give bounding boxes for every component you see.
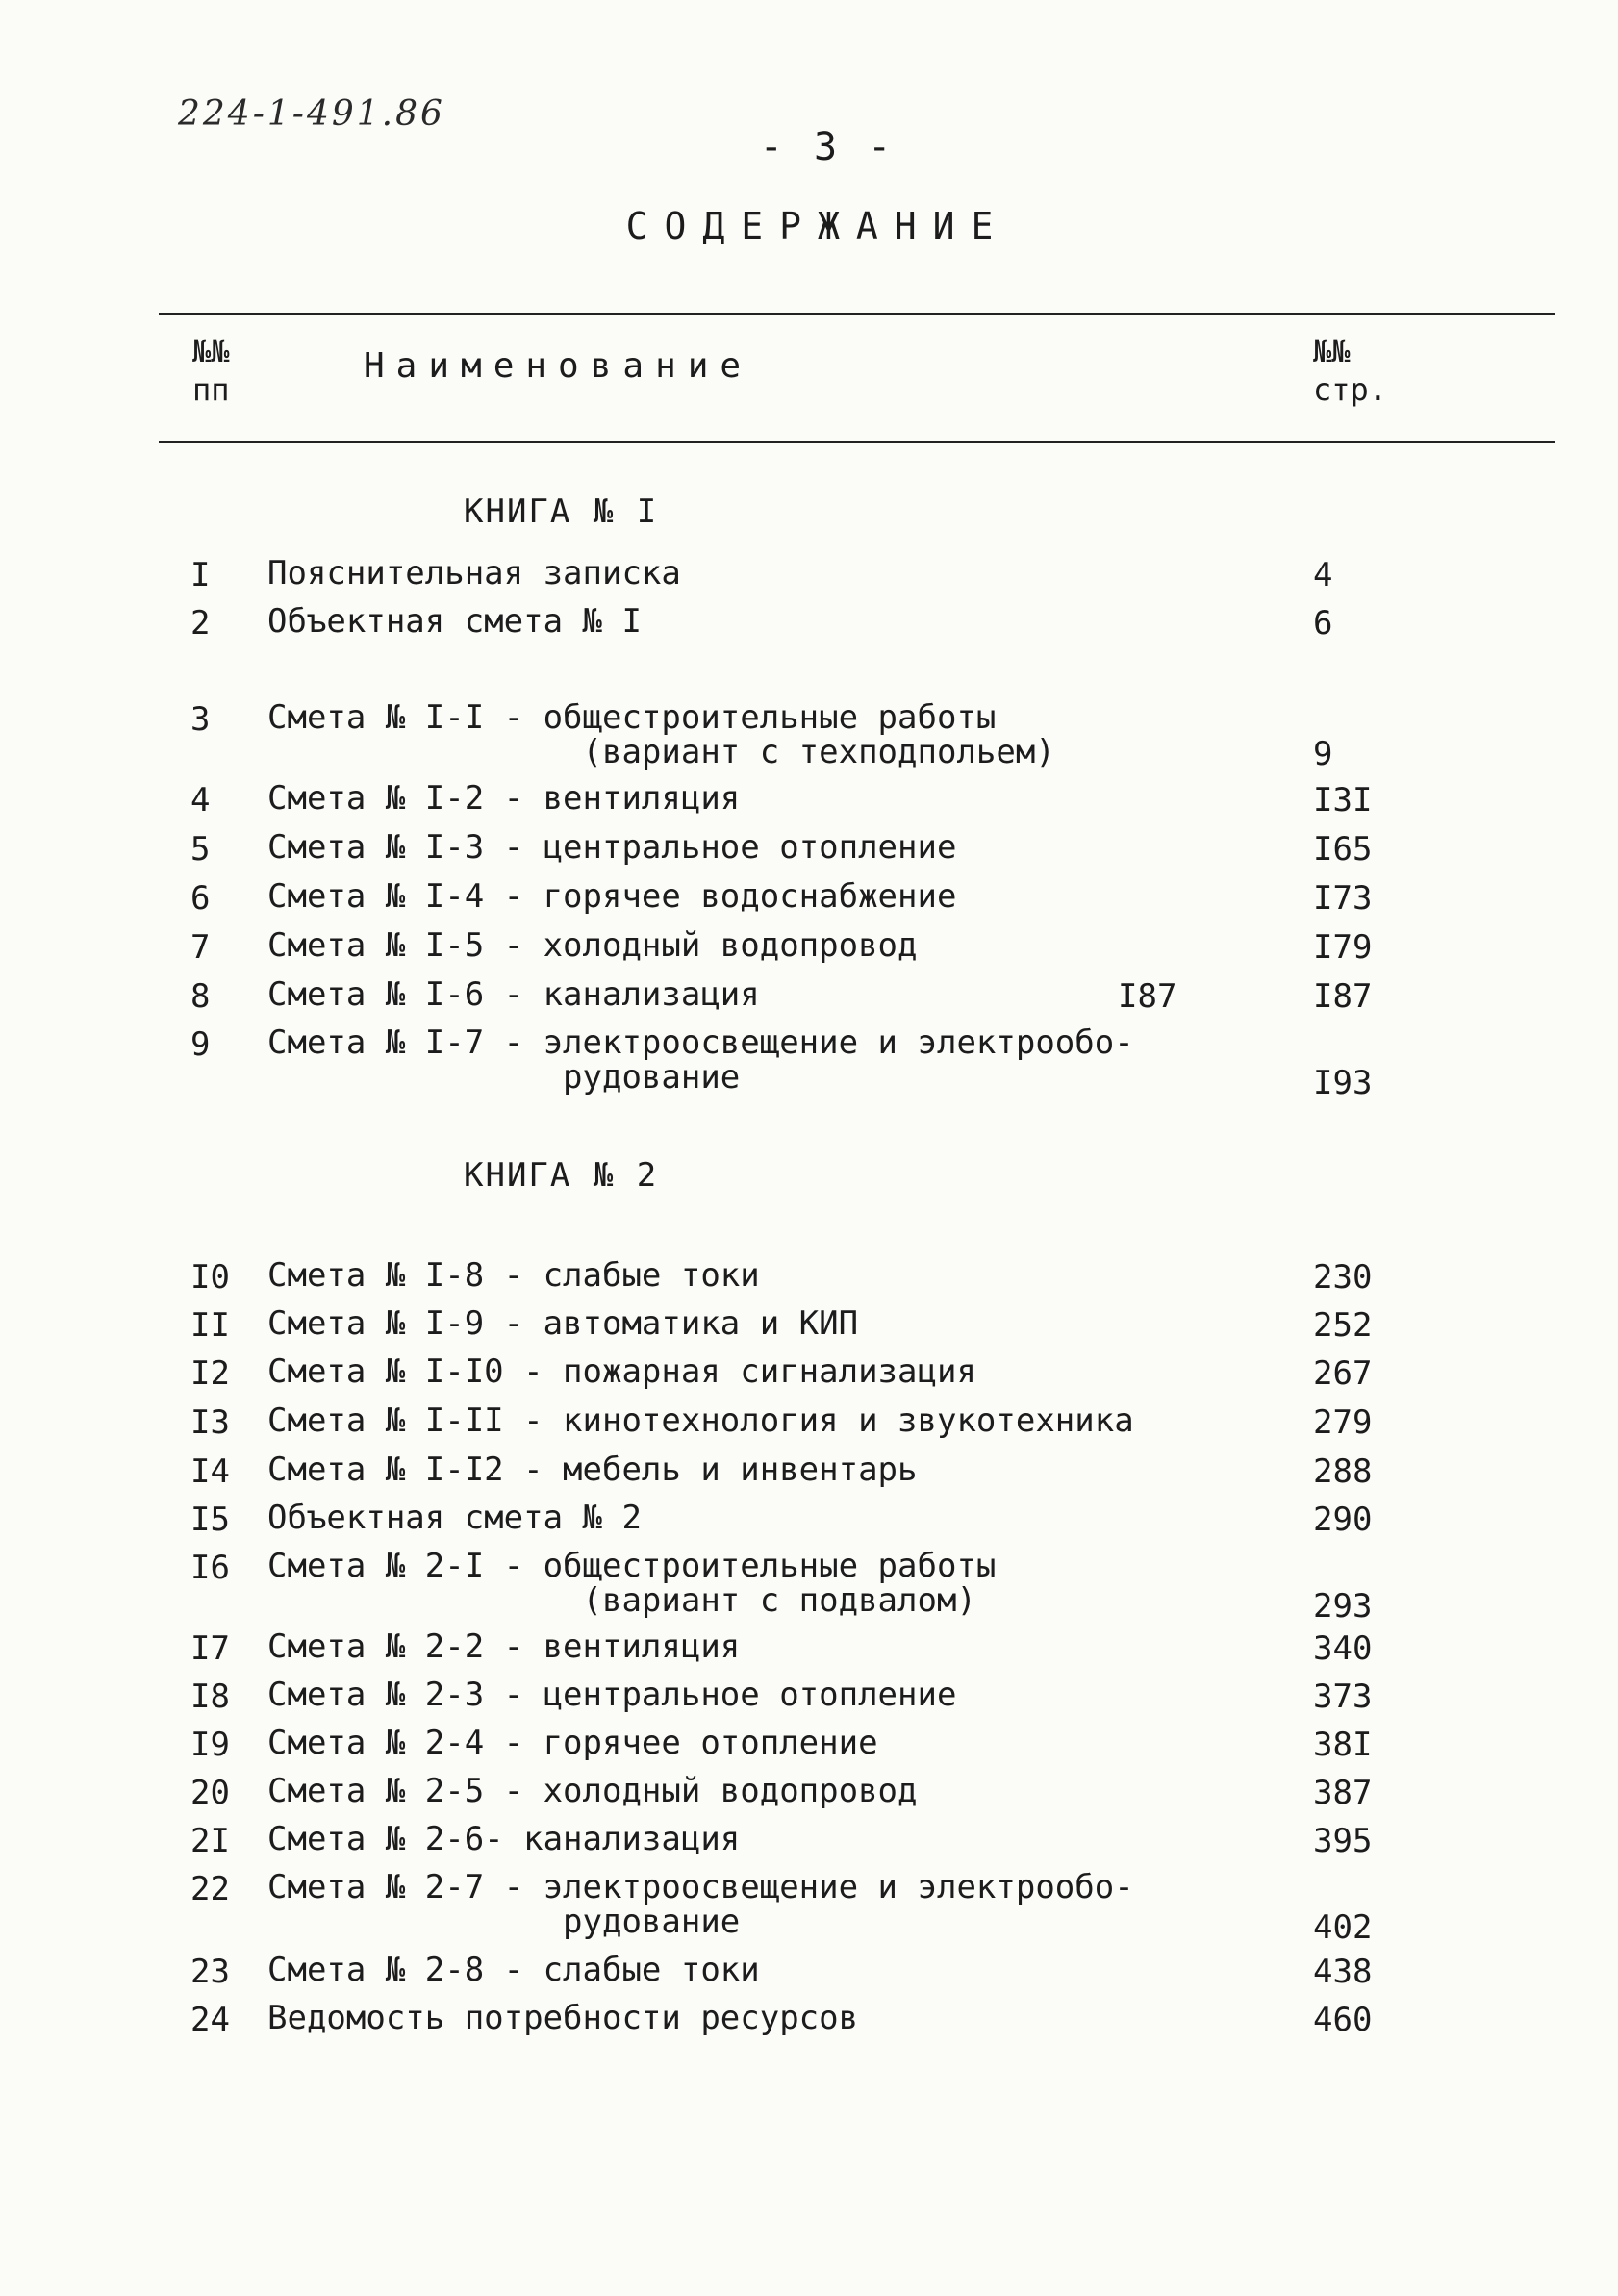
row-name: Смета № 2-6- канализация [267, 1820, 741, 1858]
row-number: I7 [190, 1629, 230, 1668]
row-number: 2I [190, 1822, 230, 1860]
row-page: 230 [1313, 1258, 1373, 1297]
row-number: 4 [190, 781, 211, 820]
row-number: I0 [190, 1258, 230, 1297]
row-name: Смета № I-7 - электроосвещение и электрообо- рудование [267, 1023, 1134, 1097]
row-page: I73 [1313, 879, 1373, 918]
row-number: 9 [190, 1025, 211, 1064]
row-page: 395 [1313, 1822, 1373, 1860]
page-number: - 3 - [759, 125, 896, 169]
row-name: Смета № I-2 - вентиляция [267, 779, 741, 818]
row-page: 267 [1313, 1354, 1373, 1393]
row-name: Смета № 2-3 - центральное отопление [267, 1676, 957, 1714]
row-number: I6 [190, 1549, 230, 1587]
row-page: 387 [1313, 1774, 1373, 1812]
row-number: 2 [190, 604, 211, 643]
row-name: Ведомость потребности ресурсов [267, 1999, 859, 2037]
row-number: 8 [190, 977, 211, 1016]
header-rule-top [159, 313, 1555, 315]
row-page: 373 [1313, 1678, 1373, 1716]
row-page: I3I [1313, 781, 1373, 820]
header-num-col: №№ пп [192, 333, 230, 408]
row-name: Смета № I-I0 - пожарная сигнализация [267, 1352, 976, 1391]
row-number: 20 [190, 1774, 230, 1812]
row-number: 5 [190, 830, 211, 869]
row-name: Смета № 2-8 - слабые токи [267, 1951, 760, 1989]
row-page: 9 [1313, 735, 1333, 773]
row-page: 402 [1313, 1908, 1373, 1947]
row-name: Смета № 2-4 - горячее отопление [267, 1724, 878, 1762]
row-name: Смета № 2-7 - электроосвещение и электрообо- рудование [267, 1868, 1134, 1941]
row-page: 279 [1313, 1403, 1373, 1442]
row-page: 290 [1313, 1501, 1373, 1539]
row-name: Смета № I-9 - автоматика и КИП [267, 1304, 859, 1343]
row-number: I8 [190, 1678, 230, 1716]
row-name: Объектная смета № I [267, 602, 642, 641]
row-page: 4 [1313, 556, 1333, 594]
row-number: I5 [190, 1501, 230, 1539]
row-number: I [190, 556, 211, 594]
row-name: Смета № 2-I - общестроительные работы (вариант с подвалом) [267, 1547, 997, 1620]
row-page: I87 [1313, 977, 1373, 1016]
row-name: Смета № 2-5 - холодный водопровод [267, 1772, 918, 1810]
row-page: 293 [1313, 1587, 1373, 1626]
header-rule-bottom [159, 441, 1555, 443]
row-page: 340 [1313, 1629, 1373, 1668]
row-name: Смета № I-6 - канализация [267, 975, 760, 1014]
row-number: 3 [190, 700, 211, 739]
row-page: I65 [1313, 830, 1373, 869]
row-page: I93 [1313, 1064, 1373, 1102]
row-name: Смета № 2-2 - вентиляция [267, 1627, 741, 1666]
row-number: I2 [190, 1354, 230, 1393]
row-page: 288 [1313, 1452, 1373, 1491]
row-page: I79 [1313, 928, 1373, 967]
row-number: II [190, 1306, 230, 1345]
row-page: 38I [1313, 1726, 1373, 1764]
book-2-heading: КНИГА № 2 [464, 1156, 659, 1195]
row-name: Смета № I-8 - слабые токи [267, 1256, 760, 1295]
book-1-heading: КНИГА № I [464, 492, 659, 531]
row-number: 24 [190, 2001, 230, 2039]
header-page-col: №№ стр. [1313, 333, 1388, 408]
row-name: Смета № I-II - кинотехнология и звукотехника [267, 1401, 1134, 1440]
row-number: 6 [190, 879, 211, 918]
row-page: 252 [1313, 1306, 1373, 1345]
row-name: Объектная смета № 2 [267, 1499, 642, 1537]
document-code: 224-1-491.86 [178, 94, 445, 134]
row-number: 23 [190, 1953, 230, 1991]
row-extra-page: I87 [1118, 977, 1177, 1016]
row-page: 438 [1313, 1953, 1373, 1991]
row-name: Смета № I-3 - центральное отопление [267, 828, 957, 867]
row-number: I3 [190, 1403, 230, 1442]
page-title: СОДЕРЖАНИЕ [625, 205, 1010, 247]
row-number: I4 [190, 1452, 230, 1491]
row-number: I9 [190, 1726, 230, 1764]
row-page: 460 [1313, 2001, 1373, 2039]
row-name: Смета № I-5 - холодный водопровод [267, 926, 918, 965]
row-name: Смета № I-4 - горячее водоснабжение [267, 877, 957, 916]
row-number: 22 [190, 1870, 230, 1908]
header-name-col: Наименование [364, 346, 753, 386]
row-name: Пояснительная записка [267, 554, 681, 593]
row-name: Смета № I-I2 - мебель и инвентарь [267, 1451, 918, 1489]
row-name: Смета № I-I - общестроительные работы (вариант с техподпольем) [267, 698, 1055, 771]
row-page: 6 [1313, 604, 1333, 643]
row-number: 7 [190, 928, 211, 967]
